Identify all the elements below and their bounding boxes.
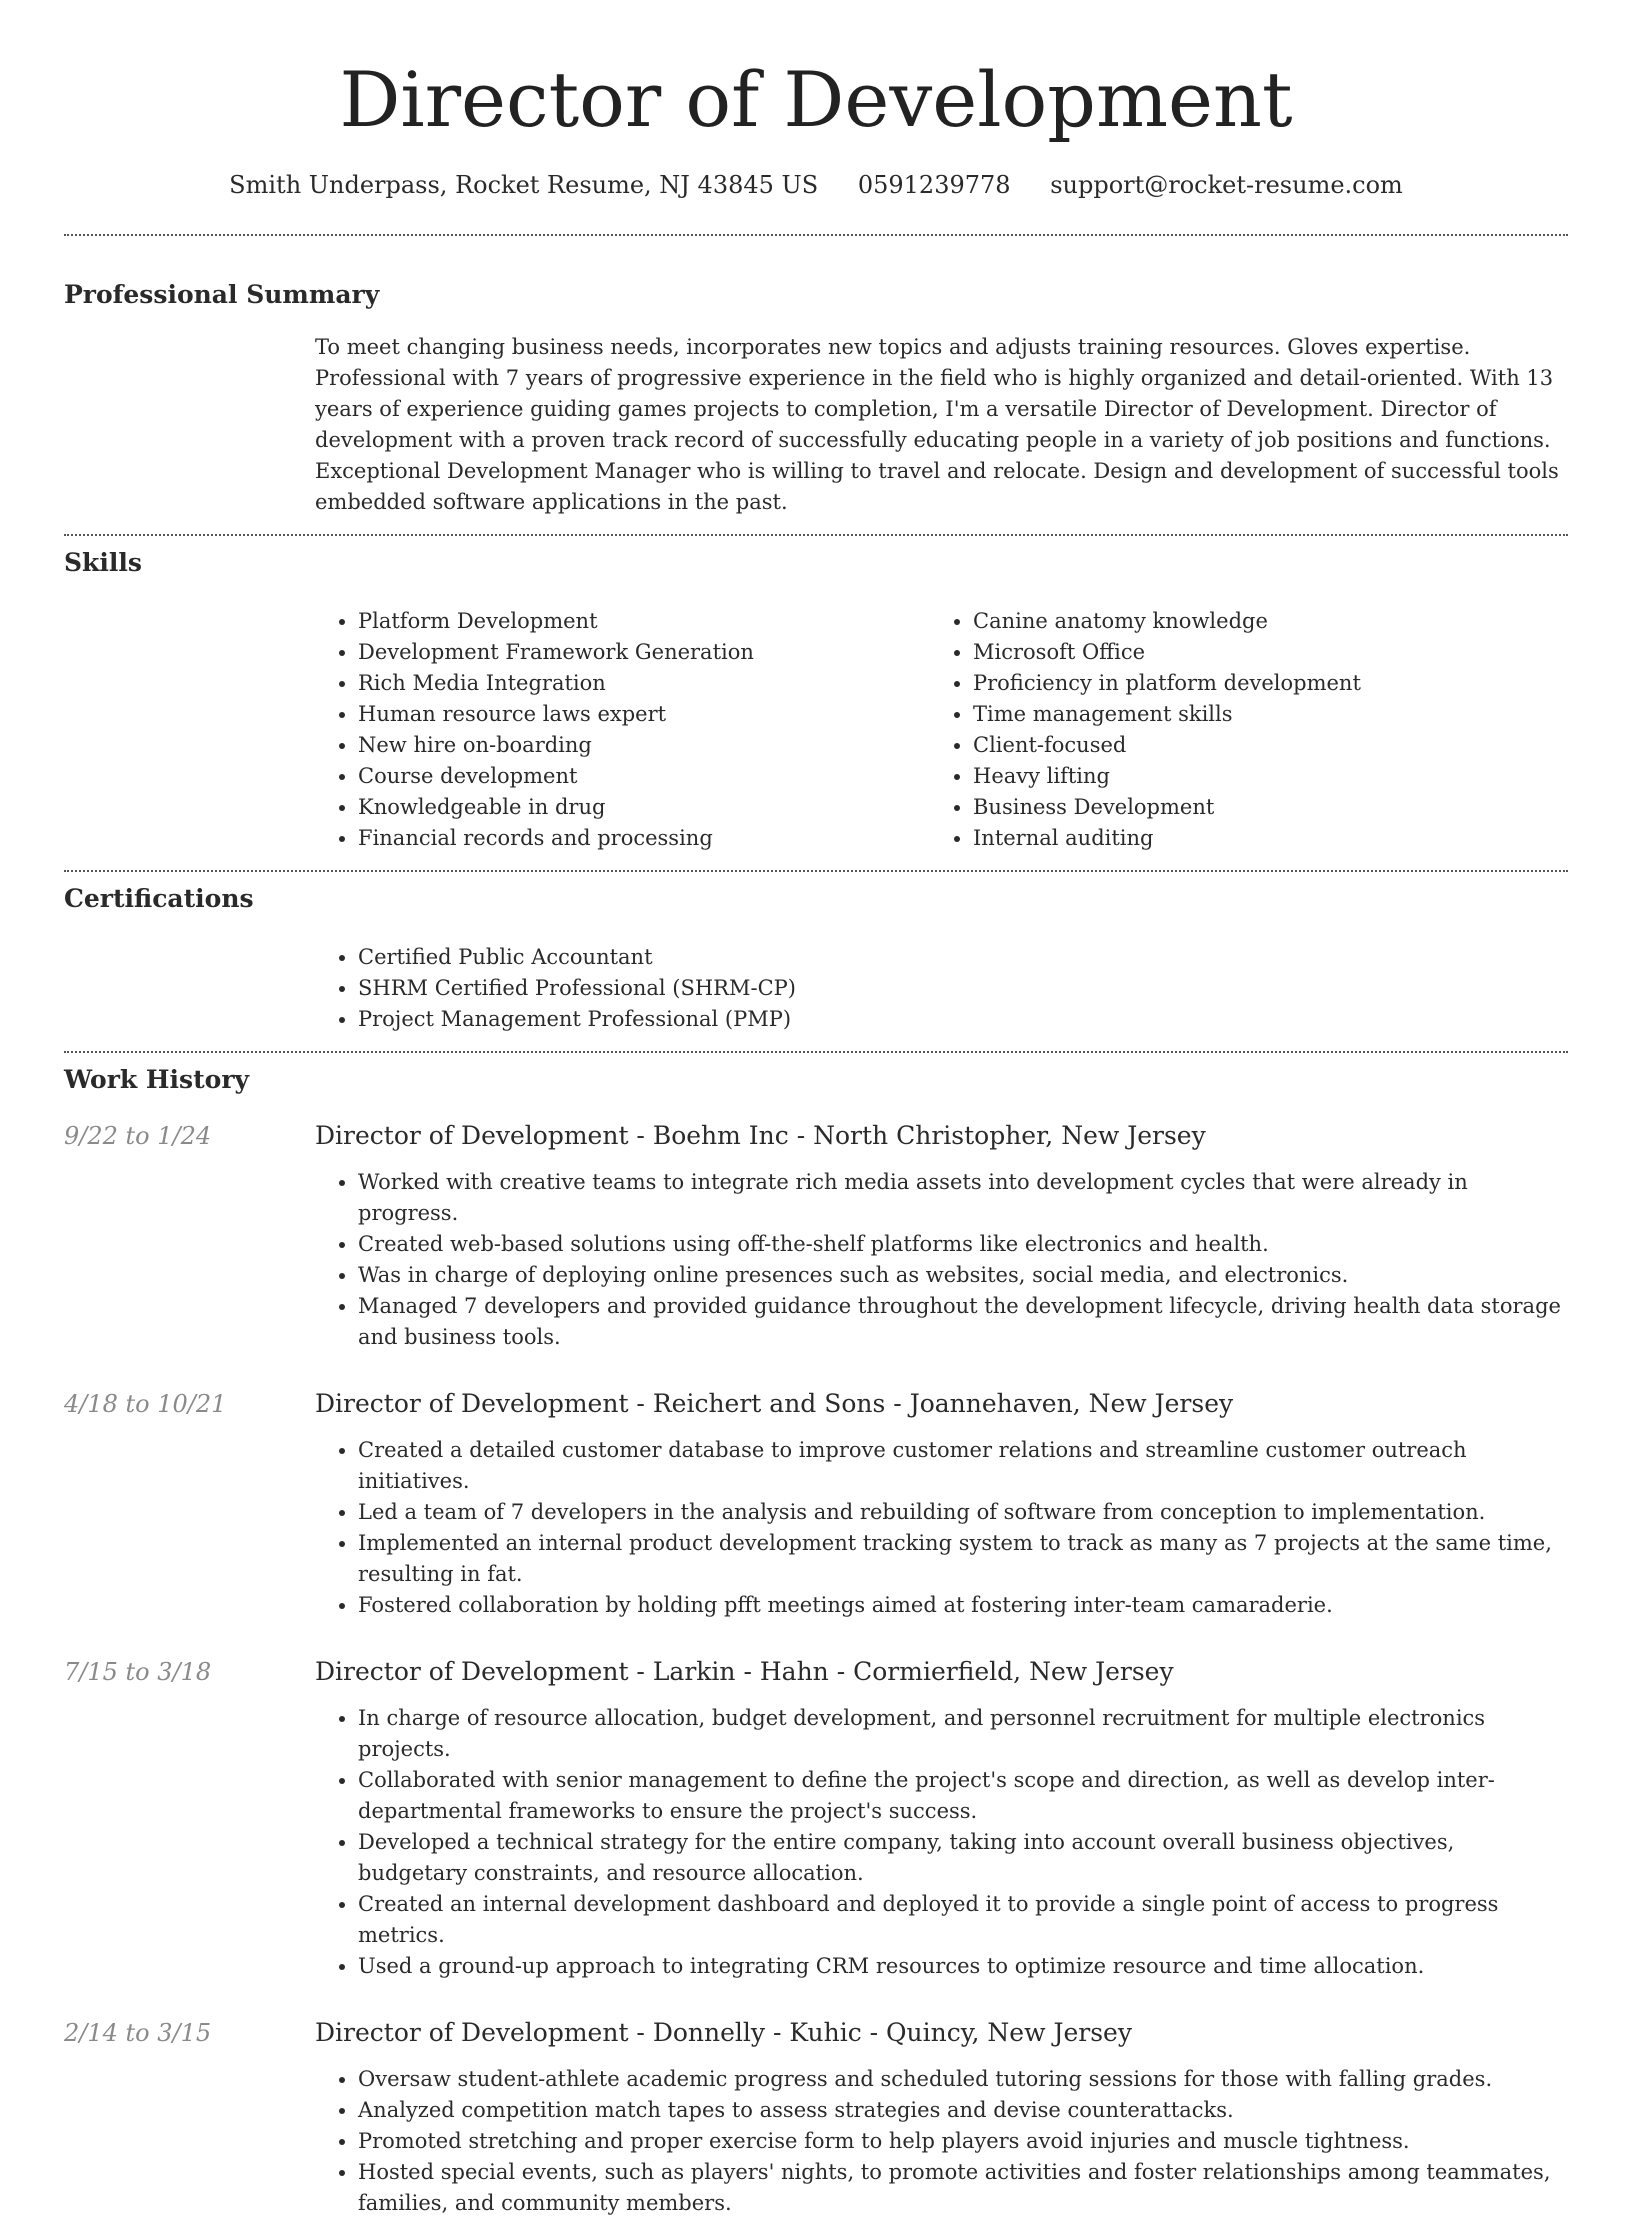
summary-text: To meet changing business needs, incorporates new topics and adjusts training resources. Gloves expertise. Professional with 7 years of progressive experience in the field who is highly organized and detail-oriented. With 13 years of experience guiding games projects to completion, I'm a versatile Director of Development. Director of development with a proven track record of successfully educating people in a variety of job positions and functions. Exceptional Development Manager who is willing to travel and relocate. Design and development of successful tools embedded software applications in the past. [315, 335, 1559, 514]
skill-item: • Course development [358, 761, 930, 792]
resume-header [64, 0, 1568, 202]
skill-item: • Heavy lifting [973, 761, 1545, 792]
skill-item: • Microsoft Office [973, 637, 1545, 668]
job-entry [64, 1655, 1568, 1982]
resume-name: Director of Development [339, 55, 1293, 144]
job-entry [64, 1387, 1568, 1621]
contact-line [64, 168, 1568, 202]
skill-item: • Human resource laws expert [358, 699, 930, 730]
job-dates: 9/22 to 1/24 [64, 1122, 212, 1150]
skill-item: • Proficiency in platform development [973, 668, 1545, 699]
header-divider [64, 234, 1568, 236]
job-bullet: • Fostered collaboration by holding pfft meetings aimed at fostering inter-team camaraderie. [358, 1590, 1568, 1621]
job-bullet: • Was in charge of deploying online presences such as websites, social media, and electronics. [358, 1260, 1568, 1291]
job-dates: 7/15 to 3/18 [64, 1658, 212, 1686]
contact-phone: 0591239778 [857, 171, 1011, 199]
certifications-heading: Certifications [64, 884, 254, 913]
job-bullet: • Managed 7 developers and provided guidance throughout the development lifecycle, driving health data storage and business tools. [358, 1291, 1568, 1353]
skill-item: • Platform Development [358, 606, 930, 637]
skills-section [64, 536, 1568, 854]
job-bullet: • Worked with creative teams to integrate rich media assets into development cycles that were already in progress. [358, 1167, 1568, 1229]
job-dates: 2/14 to 3/15 [64, 2019, 212, 2047]
job-entry [64, 2016, 1568, 2219]
job-dates: 4/18 to 10/21 [64, 1390, 227, 1418]
skill-item: • Internal auditing [973, 823, 1545, 854]
job-bullet: • In charge of resource allocation, budget development, and personnel recruitment for multiple electronics projects. [358, 1703, 1568, 1765]
job-bullet: • Used a ground-up approach to integrating CRM resources to optimize resource and time allocation. [358, 1951, 1568, 1982]
skills-list-right [930, 606, 1545, 854]
skill-item: • Knowledgeable in drug [358, 792, 930, 823]
certifications-list-wrap [315, 942, 1568, 1035]
skills-columns [315, 606, 1568, 854]
certification-item: • Project Management Professional (PMP) [358, 1004, 1568, 1035]
skill-item: • Client-focused [973, 730, 1545, 761]
job-bullet: • Created a detailed customer database to improve customer relations and streamline customer outreach initiatives. [358, 1435, 1568, 1497]
work-history-section [64, 1053, 1568, 2219]
job-title: Director of Development - Boehm Inc - North Christopher, New Jersey [315, 1121, 1206, 1150]
job-entry [64, 1119, 1568, 1353]
job-title: Director of Development - Donnelly - Kuhic - Quincy, New Jersey [315, 2018, 1132, 2047]
job-bullet: • Oversaw student-athlete academic progress and scheduled tutoring sessions for those with falling grades. [358, 2064, 1568, 2095]
job-title: Director of Development - Larkin - Hahn - Cormierfield, New Jersey [315, 1657, 1174, 1686]
job-body [315, 2016, 1568, 2219]
job-bullet: • Hosted special events, such as players' nights, to promote activities and foster relationships among teammates, families, and community members. [358, 2157, 1568, 2219]
certification-item: • Certified Public Accountant [358, 942, 1568, 973]
certifications-section [64, 872, 1568, 1035]
job-bullets [315, 1703, 1568, 1982]
skill-item: • Business Development [973, 792, 1545, 823]
certifications-list [315, 942, 1568, 1035]
skill-item: • Time management skills [973, 699, 1545, 730]
job-bullet: • Promoted stretching and proper exercise form to help players avoid injuries and muscle tightness. [358, 2126, 1568, 2157]
job-bullets [315, 1167, 1568, 1353]
skill-item: • Development Framework Generation [358, 637, 930, 668]
job-body [315, 1655, 1568, 1982]
contact-email: support@rocket-resume.com [1050, 171, 1403, 199]
work-history-heading: Work History [64, 1065, 250, 1094]
skill-item: • Rich Media Integration [358, 668, 930, 699]
skills-list-left [315, 606, 930, 854]
contact-address: Smith Underpass, Rocket Resume, NJ 43845 US [229, 171, 819, 199]
certification-item: • SHRM Certified Professional (SHRM-CP) [358, 973, 1568, 1004]
resume-page [64, 0, 1568, 2219]
job-bullet: • Created an internal development dashboard and deployed it to provide a single point of access to progress metrics. [358, 1889, 1568, 1951]
skill-item: • New hire on-boarding [358, 730, 930, 761]
skill-item: • Financial records and processing [358, 823, 930, 854]
summary-section [64, 278, 1568, 518]
summary-heading: Professional Summary [64, 280, 380, 309]
job-bullet: • Implemented an internal product development tracking system to track as many as 7 projects at the same time, resulting in fat. [358, 1528, 1568, 1590]
job-bullets [315, 2064, 1568, 2219]
job-title: Director of Development - Reichert and Sons - Joannehaven, New Jersey [315, 1389, 1234, 1418]
job-body [315, 1387, 1568, 1621]
job-bullet: • Led a team of 7 developers in the analysis and rebuilding of software from conception to implementation. [358, 1497, 1568, 1528]
skills-heading: Skills [64, 548, 142, 577]
job-bullet: • Analyzed competition match tapes to assess strategies and devise counterattacks. [358, 2095, 1568, 2126]
skill-item: • Canine anatomy knowledge [973, 606, 1545, 637]
job-bullet: • Collaborated with senior management to define the project's scope and direction, as well as develop inter-departmental frameworks to ensure the project's success. [358, 1765, 1568, 1827]
job-body [315, 1119, 1568, 1353]
job-bullet: • Developed a technical strategy for the entire company, taking into account overall business objectives, budgetary constraints, and resource allocation. [358, 1827, 1568, 1889]
job-bullets [315, 1435, 1568, 1621]
job-bullet: • Created web-based solutions using off-the-shelf platforms like electronics and health. [358, 1229, 1568, 1260]
